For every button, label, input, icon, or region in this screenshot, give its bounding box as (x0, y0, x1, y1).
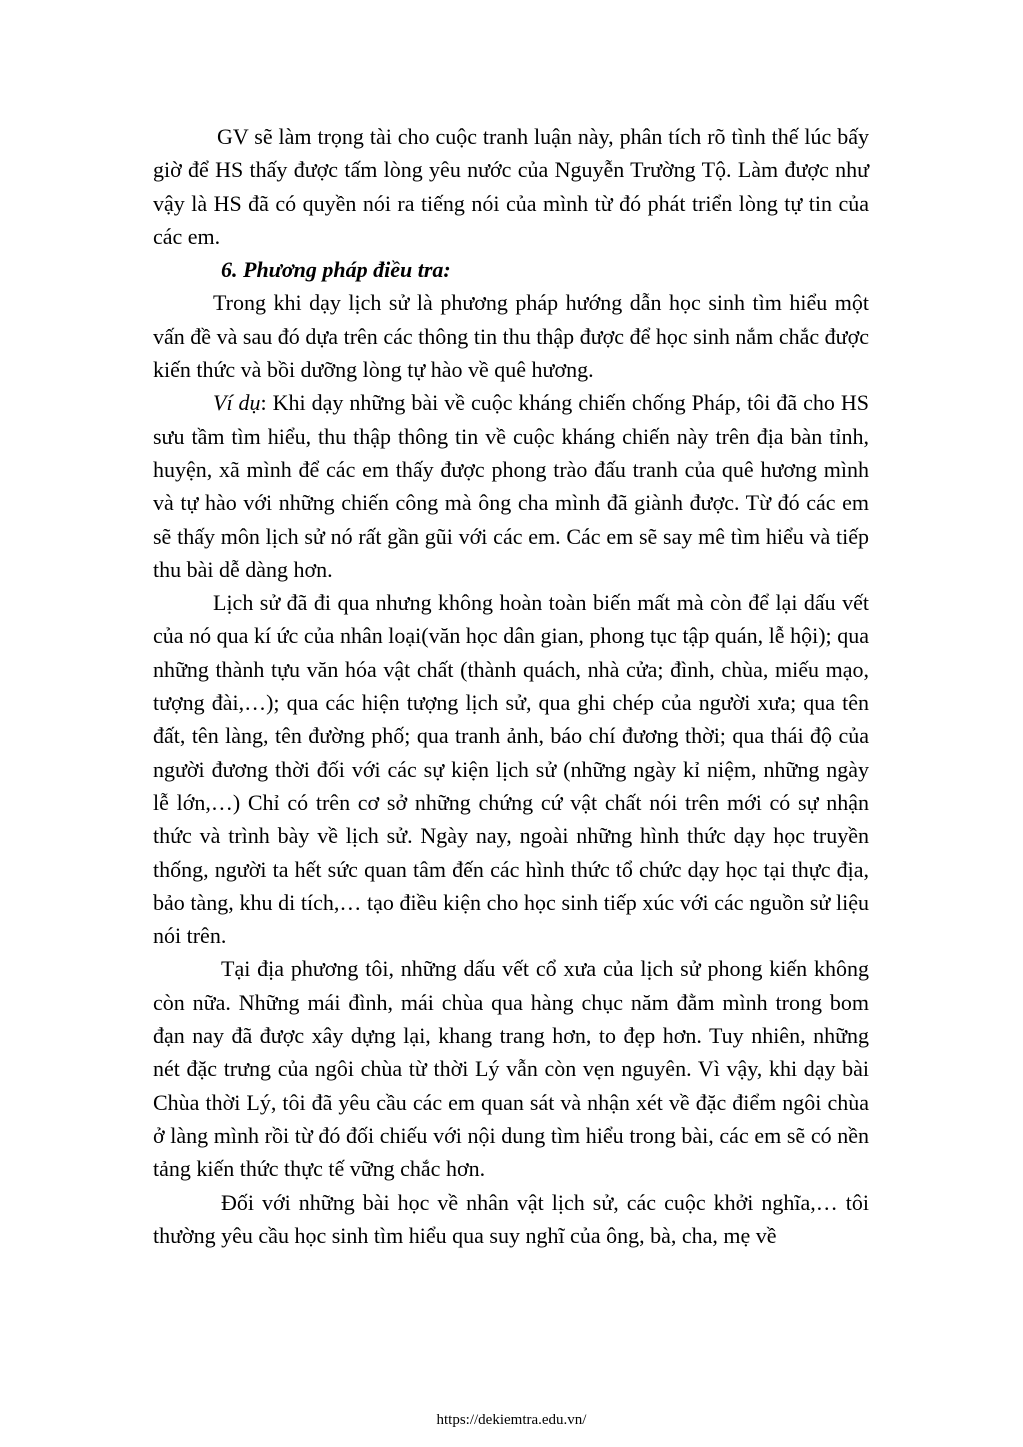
paragraph-example (153, 386, 869, 586)
paragraph-debate-referee: GV sẽ làm trọng tài cho cuộc tranh luận này, phân tích rõ tình thế lúc bấy giờ để HS thấy được tấm lòng yêu nước của Nguyễn Trường Tộ. Làm được như vậy là HS đã có quyền nói ra tiếng nói của mình từ đó phát triển lòng tự tin của các em. (153, 124, 869, 249)
section-heading-survey-method: 6. Phương pháp điều tra: (221, 257, 451, 283)
paragraph-history-traces: Lịch sử đã đi qua nhưng không hoàn toàn biến mất mà còn để lại dấu vết của nó qua kí ức của nhân loại(văn học dân gian, phong tục tập quán, lễ hội); qua những thành tựu văn hóa vật chất (thành quách, nhà cửa; đình, chùa, miếu mạo, tượng đài,…); qua các hiện tượng lịch sử, qua ghi chép của người xưa; qua tên đất, tên làng, tên đường phố; qua tranh ảnh, báo chí đương thời; qua thái độ của người đương thời đối với các sự kiện lịch sử (những ngày kỉ niệm, những ngày lễ lớn,…) Chỉ có trên cơ sở những chứng cứ vật chất nói trên mới có sự nhận thức và trình bày về lịch sử. Ngày nay, ngoài những hình thức dạy học truyền thống, người ta hết sức quan tâm đến các hình thức tổ chức dạy học tại thực địa, bảo tàng, khu di tích,… tạo điều kiện cho học sinh tiếp xúc với các nguồn sử liệu nói trên. (153, 590, 869, 949)
document-body (153, 120, 869, 1252)
paragraph-historical-figures: Đối với những bài học về nhân vật lịch sử, các cuộc khởi nghĩa,… tôi thường yêu cầu học sinh tìm hiểu qua suy nghĩ của ông, bà, cha, mẹ về (153, 1189, 869, 1248)
footer-url: https://dekiemtra.edu.vn/ (436, 1412, 587, 1428)
paragraph-local-pagoda: Tại địa phương tôi, những dấu vết cổ xưa của lịch sử phong kiến không còn nữa. Những mái đình, mái chùa qua hàng chục năm đằm mình trong bom đạn nay đã được xây dựng lại, khang trang hơn, to đẹp hơn. Tuy nhiên, những nét đặc trưng của ngôi chùa từ thời Lý vẫn còn vẹn nguyên. Vì vậy, khi dạy bài Chùa thời Lý, tôi đã yêu cầu các em quan sát và nhận xét về đặc điểm ngôi chùa ở làng mình rồi từ đó đối chiếu với nội dung tìm hiểu trong bài, các em sẽ có nền tảng kiến thức thực tế vững chắc hơn. (153, 956, 869, 1182)
example-label: Ví dụ (213, 390, 261, 416)
paragraph-survey-definition: Trong khi dạy lịch sử là phương pháp hướng dẫn học sinh tìm hiểu một vấn đề và sau đó dựa trên các thông tin thu thập được để học sinh nắm chắc được kiến thức và bồi dưỡng lòng tự hào về quê hương. (153, 290, 869, 383)
example-text: : Khi dạy những bài về cuộc kháng chiến chống Pháp, tôi đã cho HS sưu tầm tìm hiểu, thu thập thông tin về cuộc kháng chiến này trên địa bàn tỉnh, huyện, xã mình để các em thấy được phong trào đấu tranh của quê hương mình và tự hào với những chiến công mà ông cha mình đã giành được. Từ đó các em sẽ thấy môn lịch sử nó rất gần gũi với các em. Các em sẽ say mê tìm hiểu và tiếp thu bài dễ dàng hơn. (153, 390, 869, 582)
